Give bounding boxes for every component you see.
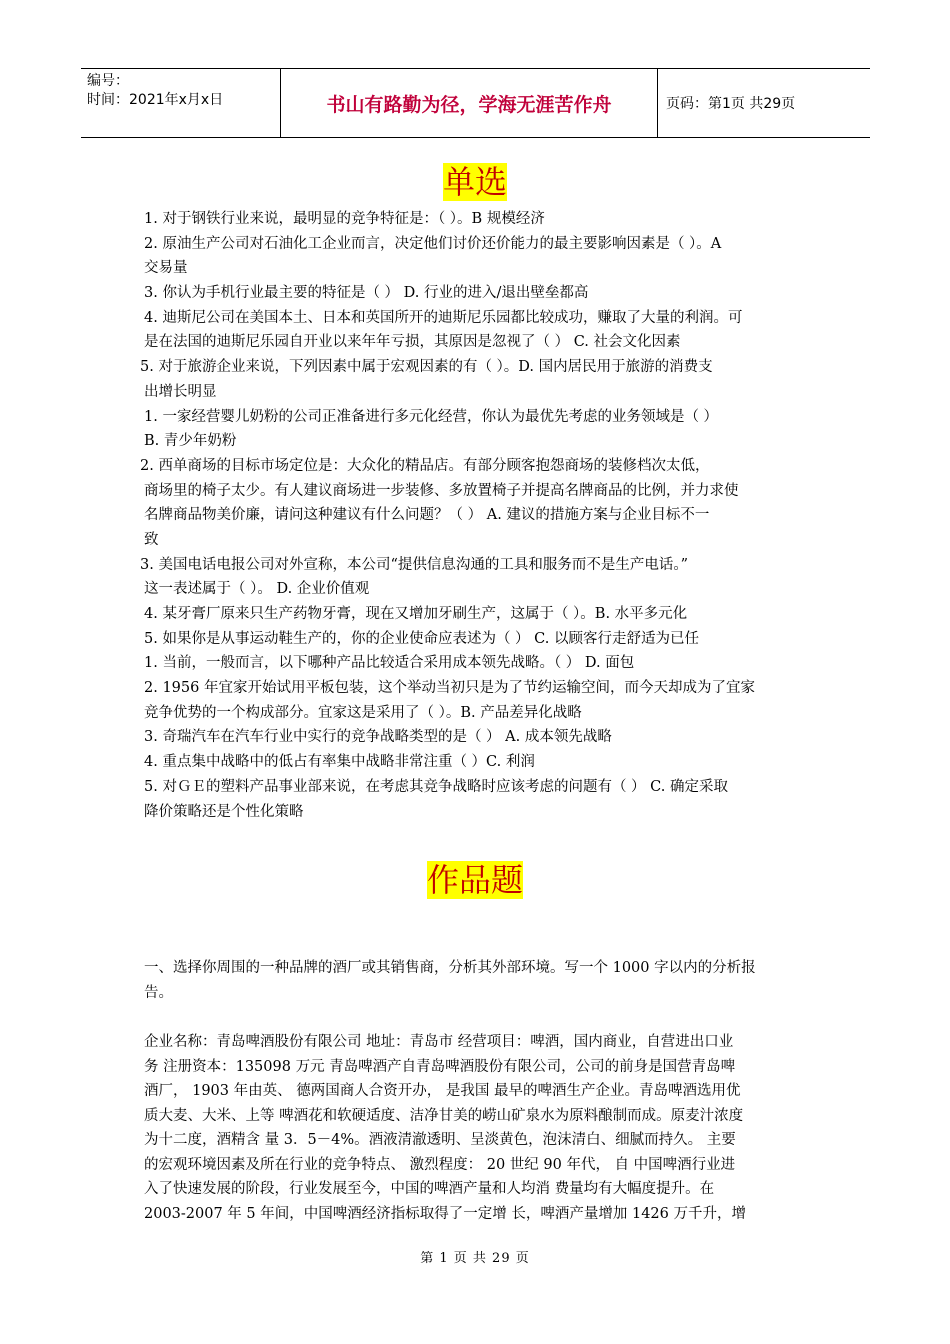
page-header bbox=[81, 68, 870, 138]
section-title-essay bbox=[0, 860, 950, 900]
essay-answer bbox=[144, 1030, 810, 1226]
question-line: 5. 对于旅游企业来说，下列因素中属于宏观因素的有（ ）。D. 国内居民用于旅游的消费支 bbox=[140, 359, 713, 376]
essay-question-line: 一、选择你周围的一种品牌的酒厂或其销售商，分析其外部环境。写一个 1000 字以内的分析报 bbox=[144, 960, 756, 976]
time-label: 时间：2021年x月x日 bbox=[87, 92, 224, 108]
page-footer: 第 1 页 共 29 页 bbox=[420, 1251, 530, 1266]
answer-line: 入了快速发展的阶段，行业发展至今，中国的啤酒产量和人均消 费量均有大幅度提升。在 bbox=[144, 1181, 715, 1197]
question-line: 商场里的椅子太少。有人建议商场进一步装修、多放置椅子并提高名牌商品的比例，并力求使 bbox=[144, 482, 739, 499]
answer-line: 的宏观环境因素及所在行业的竞争特点、 激烈程度： 20 世纪 90 年代， 自 中国啤酒行业进 bbox=[144, 1156, 736, 1173]
question-line: 2. 原油生产公司对石油化工企业而言，决定他们讨价还价能力的最主要影响因素是（ ）。A bbox=[144, 235, 722, 252]
header-page-info: 页码：第1页 共29页 bbox=[666, 96, 796, 112]
answer-line: 企业名称：青岛啤酒股份有限公司 地址：青岛市 经营项目：啤酒，国内商业，自营进出口业 bbox=[144, 1034, 734, 1050]
question-line: 3. 美国电话电报公司对外宣称，本公司“提供信息沟通的工具和服务而不是生产电话。” bbox=[140, 556, 689, 573]
question-line: 是在法国的迪斯尼乐园自开业以来年年亏损，其原因是忽视了（ ） C. 社会文化因素 bbox=[144, 334, 681, 351]
single-choice-list bbox=[140, 207, 810, 824]
number-label: 编号： bbox=[87, 73, 129, 89]
question-line: 出增长明显 bbox=[144, 383, 217, 400]
question-line: 名牌商品物美价廉，请问这种建议有什么问题？（ ） A. 建议的措施方案与企业目标不一 bbox=[144, 507, 710, 524]
header-motto: 书山有路勤为径，学海无涯苦作舟 bbox=[281, 69, 658, 137]
answer-line: 酒厂， 1903 年由英、 德两国商人合资开办， 是我国 最早的啤酒生产企业。青岛啤酒选用优 bbox=[144, 1083, 741, 1099]
question-line: B. 青少年奶粉 bbox=[144, 433, 237, 450]
question-line: 5. 对ＧＥ的塑料产品事业部来说，在考虑其竞争战略时应该考虑的问题有（ ） C. 确定采取 bbox=[144, 778, 728, 795]
section-title-text: 作品题 bbox=[426, 861, 523, 899]
section-title-single-choice bbox=[0, 162, 950, 202]
question-line: 3. 你认为手机行业最主要的特征是（ ） D. 行业的进入/退出壁垒都高 bbox=[144, 285, 589, 302]
question-line: 降价策略还是个性化策略 bbox=[144, 803, 304, 820]
header-meta-cell bbox=[81, 69, 281, 137]
question-line: 4. 某牙膏厂原来只生产药物牙膏，现在又增加牙刷生产，这属于（ ）。B. 水平多元化 bbox=[144, 606, 688, 622]
question-line: 这一表述属于（ ）。 D. 企业价值观 bbox=[144, 581, 370, 598]
answer-line: 务 注册资本：135098 万元 青岛啤酒产自青岛啤酒股份有限公司，公司的前身是国营青岛啤 bbox=[144, 1058, 736, 1075]
question-line: 5. 如果你是从事运动鞋生产的，你的企业使命应表述为（ ） C. 以顾客行走舒适为已任 bbox=[144, 630, 699, 647]
essay-question bbox=[144, 956, 810, 1005]
answer-line: 2003-2007 年 5 年间，中国啤酒经济指标取得了一定增 长，啤酒产量增加 1426 万千升，增 bbox=[144, 1205, 746, 1222]
question-line: 致 bbox=[144, 531, 159, 548]
question-line: 2. 西单商场的目标市场定位是：大众化的精品店。有部分顾客抱怨商场的装修档次太低， bbox=[140, 457, 710, 474]
question-line: 1. 对于钢铁行业来说，最明显的竞争特征是：（ ）。B 规模经济 bbox=[144, 211, 545, 227]
question-line: 4. 迪斯尼公司在美国本土、日本和英国所开的迪斯尼乐园都比较成功，赚取了大量的利润。可 bbox=[144, 309, 743, 326]
answer-line: 为十二度，酒精含 量 3．5－4%。酒液清澈透明、呈淡黄色，泡沫清白、细腻而持久。 主要 bbox=[144, 1132, 736, 1148]
question-line: 3. 奇瑞汽车在汽车行业中实行的竞争战略类型的是（ ） A. 成本领先战略 bbox=[144, 729, 612, 746]
question-line: 1. 当前，一般而言，以下哪种产品比较适合采用成本领先战略。（ ） D. 面包 bbox=[144, 655, 635, 672]
section-title-text: 单选 bbox=[442, 163, 507, 201]
question-line: 1. 一家经营婴儿奶粉的公司正准备进行多元化经营，你认为最优先考虑的业务领域是（ ） bbox=[144, 408, 719, 425]
essay-question-line: 告。 bbox=[144, 984, 173, 1001]
question-line: 竞争优势的一个构成部分。宜家这是采用了（ ）。B. 产品差异化战略 bbox=[144, 704, 582, 721]
question-line: 4. 重点集中战略中的低占有率集中战略非常注重（ ）C. 利润 bbox=[144, 754, 535, 771]
answer-line: 质大麦、大米、上等 啤酒花和软硬适度、洁净甘美的崂山矿泉水为原料酿制而成。原麦汁浓度 bbox=[144, 1107, 744, 1124]
question-line: 2. 1956 年宜家开始试用平板包装，这个举动当初只是为了节约运输空间，而今天却成为了宜家 bbox=[144, 680, 755, 697]
question-line: 交易量 bbox=[144, 260, 188, 277]
